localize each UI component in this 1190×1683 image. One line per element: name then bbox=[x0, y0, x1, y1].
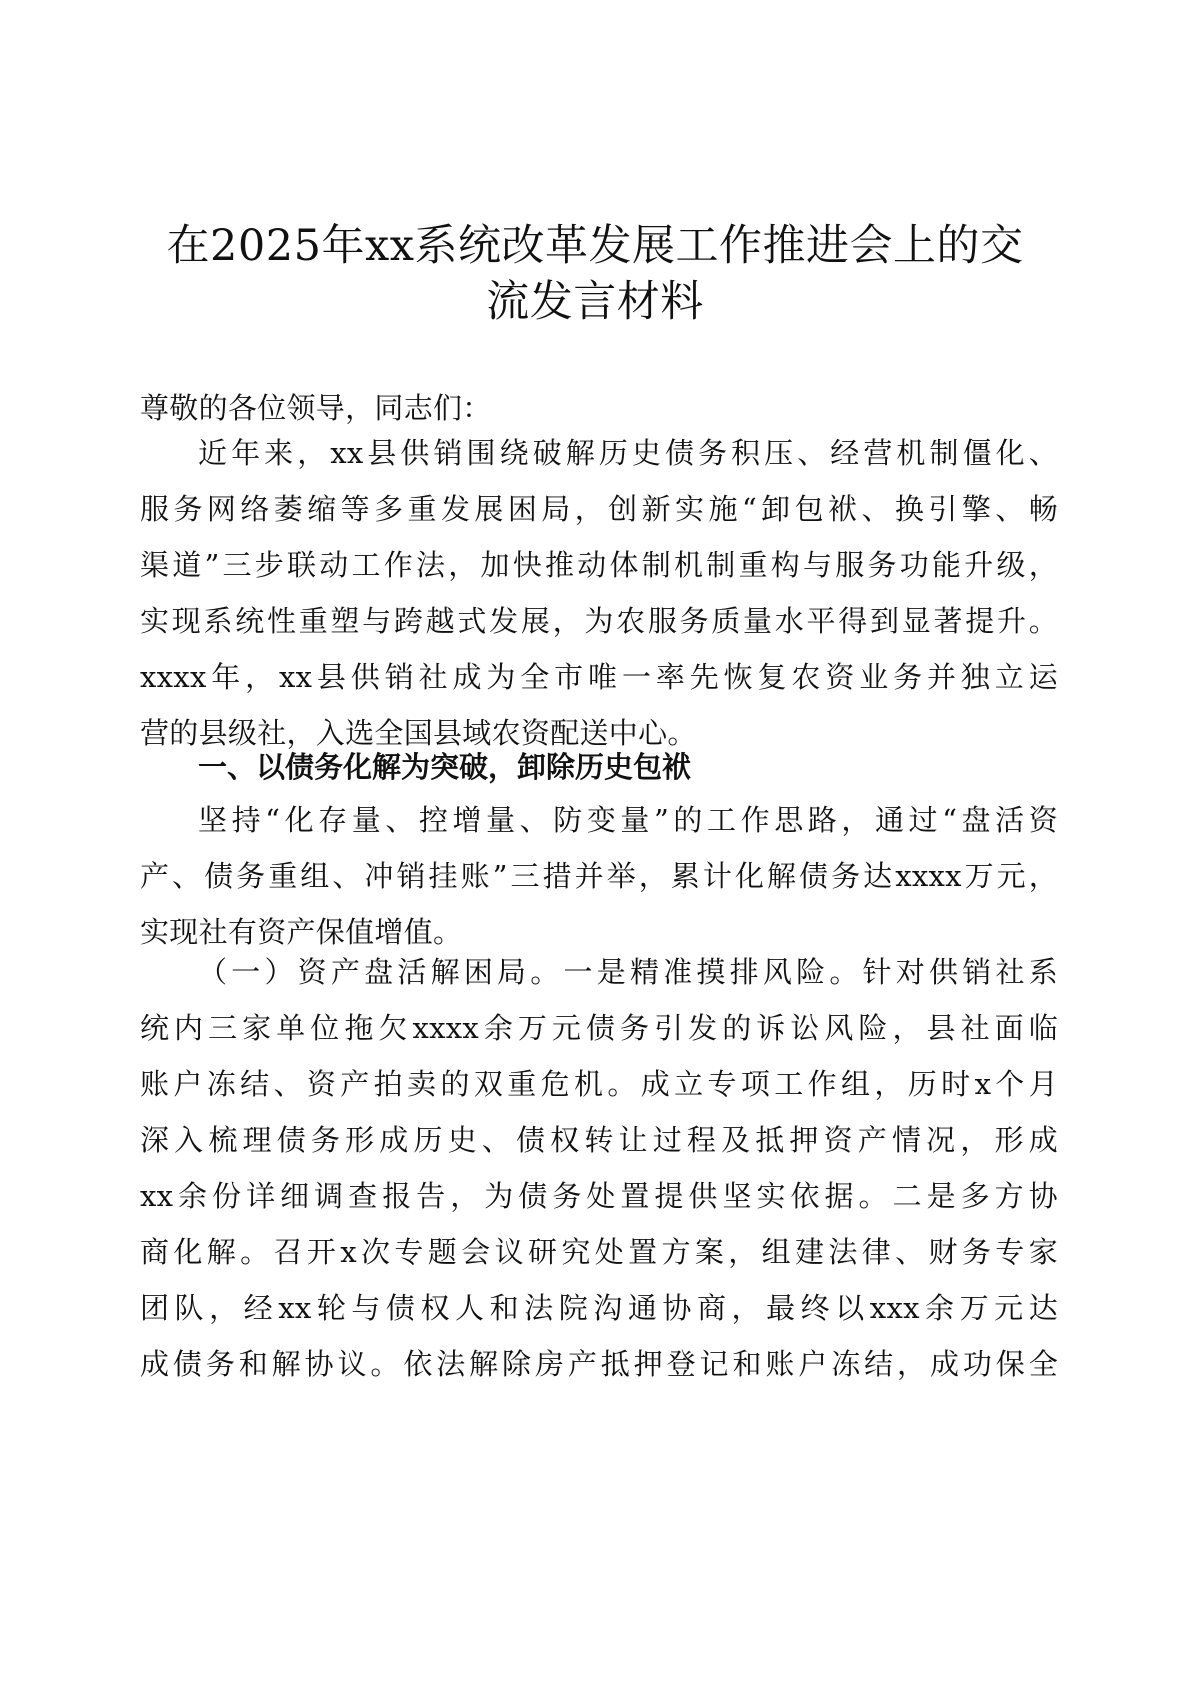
paragraph-section-1 bbox=[140, 792, 1058, 960]
text-line: 营的县级社，入选全国县域农资配送中心。 bbox=[140, 716, 697, 750]
paragraph-subsection-1 bbox=[140, 944, 1058, 1392]
text-line: （一）资产盘活解困局。一是精准摸排风险。针对供销社系 bbox=[198, 955, 1058, 989]
text-line: xx余份详细调查报告，为债务处置提供坚实依据。二是多方协 bbox=[140, 1179, 1058, 1213]
section-heading-1: 一、以债务化解为突破，卸除历史包袱 bbox=[198, 750, 692, 784]
text-line: 渠道”三步联动工作法，加快推动体制机制重构与服务功能升级， bbox=[140, 548, 1058, 582]
text-line: 近年来，xx县供销围绕破解历史债务积压、经营机制僵化、 bbox=[198, 436, 1058, 470]
text-line: 服务网络萎缩等多重发展困局，创新实施“卸包袱、换引擎、畅 bbox=[140, 492, 1058, 526]
text-line: xxxx年，xx县供销社成为全市唯一率先恢复农资业务并独立运 bbox=[140, 660, 1058, 694]
text-line: 产、债务重组、冲销挂账”三措并举，累计化解债务达xxxx万元， bbox=[140, 859, 1058, 893]
text-line: 统内三家单位拖欠xxxx余万元债务引发的诉讼风险，县社面临 bbox=[140, 1011, 1058, 1045]
text-line: 实现社有资产保值增值。 bbox=[140, 915, 463, 949]
text-line: 成债务和解协议。依法解除房产抵押登记和账户冻结，成功保全 bbox=[140, 1347, 1058, 1381]
title-line-1: 在2025年xx系统改革发展工作推进会上的交 bbox=[166, 221, 1024, 271]
title-line-2: 流发言材料 bbox=[486, 277, 704, 327]
text-line: 坚持“化存量、控增量、防变量”的工作思路，通过“盘活资 bbox=[198, 803, 1058, 837]
text-line: 团队，经xx轮与债权人和法院沟通协商，最终以xxx余万元达 bbox=[140, 1291, 1058, 1325]
salutation: 尊敬的各位领导，同志们： bbox=[140, 391, 492, 425]
text-line: 账户冻结、资产拍卖的双重危机。成立专项工作组，历时x个月 bbox=[140, 1067, 1058, 1101]
text-line: 商化解。召开x次专题会议研究处置方案，组建法律、财务专家 bbox=[140, 1235, 1058, 1269]
paragraph-intro bbox=[140, 425, 1058, 761]
text-line: 深入梳理债务形成历史、债权转让过程及抵押资产情况，形成 bbox=[140, 1123, 1058, 1157]
text-line: 实现系统性重塑与跨越式发展，为农服务质量水平得到显著提升。 bbox=[140, 604, 1058, 638]
document-title bbox=[140, 218, 1050, 330]
